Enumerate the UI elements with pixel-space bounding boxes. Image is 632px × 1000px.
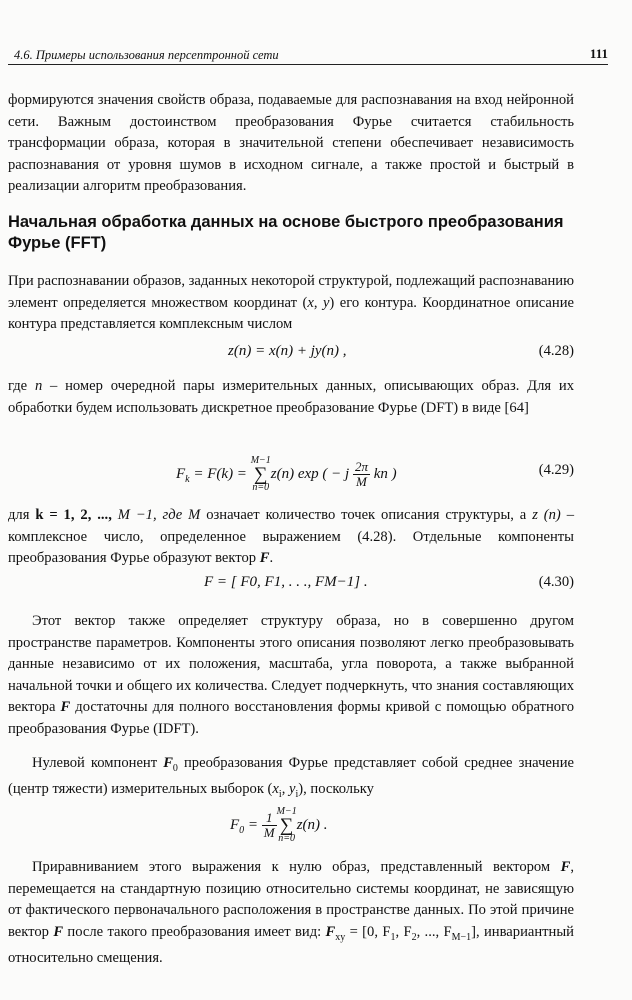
section-heading: Начальная обработка данных на основе быстрого преобразования Фурье (FFT) — [8, 213, 564, 252]
paragraph-7: Приравниванием этого выражения к нулю образ, представленный вектором F, перемещается на стандартную позицию относительно системы координат, не зависящую от фактического первоначального расположения в пространстве данных. По этой причине вектор F после такого преобразования имеет вид: $F_{xy} = [0$, $F_1$, $F_2$, ..., $F_{M-1}$], инвариантный относительно смещения. — [8, 859, 574, 966]
running-header — [14, 46, 608, 66]
equation-4-28 — [8, 343, 574, 373]
equation-number: (4.28) — [538, 343, 574, 359]
paragraph-5: Этот вектор также определяет структуру образа, но в совершенно другом пространстве параметров. Компоненты этого описания позволяют легко преобразовывать данные независимо от их положения, масштаба, угла поворота, а также выбранной начальной точки и общего их количества. Следует подчеркнуть, что знания составляющих вектора F достаточны для полного восстановления формы кривой с помощью обратного преобразования Фурье (IDFT). — [8, 613, 574, 737]
equation-formula: F = [ F0, F1, . . ., FM−1] . — [204, 574, 368, 590]
paragraph-6: Нулевой компонент $F_0$ преобразования Фурье представляет собой среднее значение (центр тяжести) измерительных выборок ($x_i$, $y_i$), поскольку — [8, 755, 574, 801]
header-title: 4.6. Примеры использования персептронной сети — [14, 48, 279, 62]
equation-number: (4.29) — [538, 462, 574, 478]
paragraph-1: формируются значения свойств образа, подаваемые для распознавания на вход нейронной сети. Важным достоинством преобразования Фурье считается стабильность трансформации образа, которая в значительной степени обеспечивает независимость распознавания от уровня шумов в исходном сигнале, а также простой и быстрый в реализации алгоритм преобразования. — [8, 92, 574, 194]
header-rule — [8, 64, 608, 65]
paragraph-2: При распознавании образов, заданных некоторой структурой, подлежащий распознаванию элемент определяется множеством координат (x, y) его контура. Координатное описание контура представляется комплексным числом — [8, 273, 574, 332]
equation-formula: z(n) = x(n) + jy(n) , — [228, 343, 347, 359]
page-number: 111 — [589, 46, 608, 61]
equation-number: (4.30) — [538, 574, 574, 590]
paragraph-3: где n – номер очередной пары измерительных данных, описывающих образ. Для их обработки будем использовать дискретное преобразование Фурье (DFT) в виде [64] — [8, 378, 574, 416]
equation-4-29 — [8, 452, 574, 494]
equation-f0 — [8, 803, 574, 849]
paragraph-4: для k = 1, 2, ..., M −1, где M означает количество точек описания структуры, а z (n) – комплексное число, определенное выражением (4.28). Отдельные компоненты преобразования Фурье образуют вектор F. — [8, 507, 574, 566]
equation-formula: $F_0$ = $\frac{1}{M}$ M−1 ∑ n=0z(n) . — [230, 806, 328, 844]
equation-4-30 — [8, 574, 574, 604]
equation-formula: $F_k = F(k) = M-1$ ∑ n=0z(n) exp ( − j $\frac{2\pi}{M}$ kn ) — [176, 455, 397, 493]
